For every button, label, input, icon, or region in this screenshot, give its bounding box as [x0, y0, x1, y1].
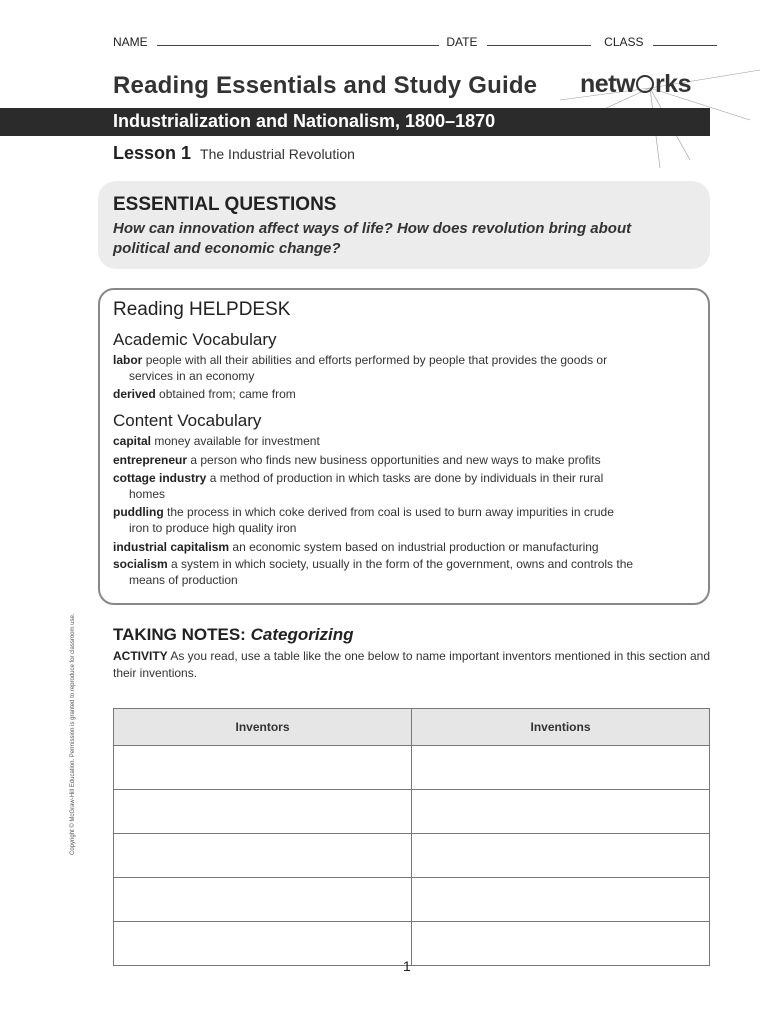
inventor-cell[interactable] — [114, 790, 412, 834]
networks-logo — [580, 70, 691, 99]
column-header-inventors: Inventors — [114, 709, 412, 746]
content-vocab-item — [113, 504, 693, 536]
lesson-heading — [113, 143, 355, 164]
content-vocabulary-title: Content Vocabulary — [113, 411, 262, 430]
vocab-definition: an economic system based on industrial production or manufacturing — [232, 540, 599, 554]
vocab-definition: the process in which coke derived from coal is used to burn away impurities in crude — [167, 505, 614, 519]
invention-cell[interactable] — [412, 746, 710, 790]
activity-text: As you read, use a table like the one below to name important inventors mentioned in this section and their inventions. — [113, 649, 710, 680]
invention-cell[interactable] — [412, 878, 710, 922]
column-header-inventions: Inventions — [412, 709, 710, 746]
vocab-definition: obtained from; came from — [159, 387, 296, 401]
vocab-term: labor — [113, 353, 143, 367]
inventor-cell[interactable] — [114, 746, 412, 790]
inventor-cell[interactable] — [114, 878, 412, 922]
taking-notes-title — [113, 625, 354, 645]
essential-questions-title: ESSENTIAL QUESTIONS — [113, 194, 337, 215]
vocab-term: cottage industry — [113, 471, 207, 485]
table-row — [114, 878, 710, 922]
vocab-definition: a person who finds new business opportunities and new ways to make profits — [190, 453, 601, 467]
unit-title: Industrialization and Nationalism, 1800–1870 — [113, 111, 496, 131]
inventors-table — [113, 708, 710, 966]
content-vocab-item — [113, 433, 693, 449]
table-row — [114, 790, 710, 834]
reading-helpdesk-title: Reading HELPDESK — [113, 299, 291, 320]
table-row — [114, 746, 710, 790]
vocab-definition: a method of production in which tasks are done by individuals in their rural — [209, 471, 604, 485]
name-field[interactable] — [157, 34, 439, 46]
table-header-row — [114, 709, 710, 746]
academic-vocabulary-title: Academic Vocabulary — [113, 330, 277, 349]
copyright-notice: Copyright © McGraw-Hill Education. Permission is granted to reproduce for classroom use. — [70, 613, 76, 855]
content-vocab-item — [113, 556, 693, 588]
content-vocab-item — [113, 452, 693, 468]
name-label: NAME — [113, 35, 148, 49]
activity-label: ACTIVITY — [113, 649, 168, 663]
vocab-definition-cont: homes — [129, 487, 166, 501]
logo-text-start: netw — [580, 70, 635, 98]
inventor-cell[interactable] — [114, 922, 412, 966]
class-label: CLASS — [604, 35, 644, 49]
academic-vocab-item — [113, 386, 693, 402]
invention-cell[interactable] — [412, 790, 710, 834]
vocab-term: socialism — [113, 557, 168, 571]
vocab-term: derived — [113, 387, 156, 401]
vocab-definition: people with all their abilities and efforts performed by people that provides the goods or — [145, 353, 608, 367]
vocab-term: entrepreneur — [113, 453, 188, 467]
vocab-definition-cont: services in an economy — [129, 369, 255, 383]
essential-questions-text: How can innovation affect ways of life? How does revolution bring about political and economic change? — [113, 220, 632, 257]
globe-icon — [636, 75, 654, 93]
class-field[interactable] — [653, 34, 717, 46]
vocab-term: capital — [113, 434, 152, 448]
logo-text-end: rks — [654, 70, 691, 98]
academic-vocab-item — [113, 352, 693, 384]
content-vocab-item — [113, 539, 693, 555]
table-row — [114, 834, 710, 878]
inventor-cell[interactable] — [114, 834, 412, 878]
content-vocab-item — [113, 470, 693, 502]
header-fields — [113, 34, 717, 49]
invention-cell[interactable] — [412, 834, 710, 878]
vocab-term: industrial capitalism — [113, 540, 230, 554]
activity-instructions — [113, 648, 713, 682]
table-row — [114, 922, 710, 966]
vocab-definition-cont: means of production — [129, 573, 238, 587]
taking-notes-label: TAKING NOTES: — [113, 625, 246, 644]
vocab-definition-cont: iron to produce high quality iron — [129, 521, 297, 535]
date-label: DATE — [446, 35, 478, 49]
lesson-title: The Industrial Revolution — [200, 146, 355, 162]
guide-title: Reading Essentials and Study Guide — [113, 72, 538, 99]
vocab-definition: a system in which society, usually in the form of the government, owns and controls the — [171, 557, 634, 571]
vocab-term: puddling — [113, 505, 164, 519]
vocab-definition: money available for investment — [154, 434, 320, 448]
date-field[interactable] — [487, 34, 591, 46]
lesson-label: Lesson 1 — [113, 143, 192, 163]
invention-cell[interactable] — [412, 922, 710, 966]
page-number: 1 — [403, 958, 411, 974]
taking-notes-subtitle: Categorizing — [250, 625, 354, 644]
